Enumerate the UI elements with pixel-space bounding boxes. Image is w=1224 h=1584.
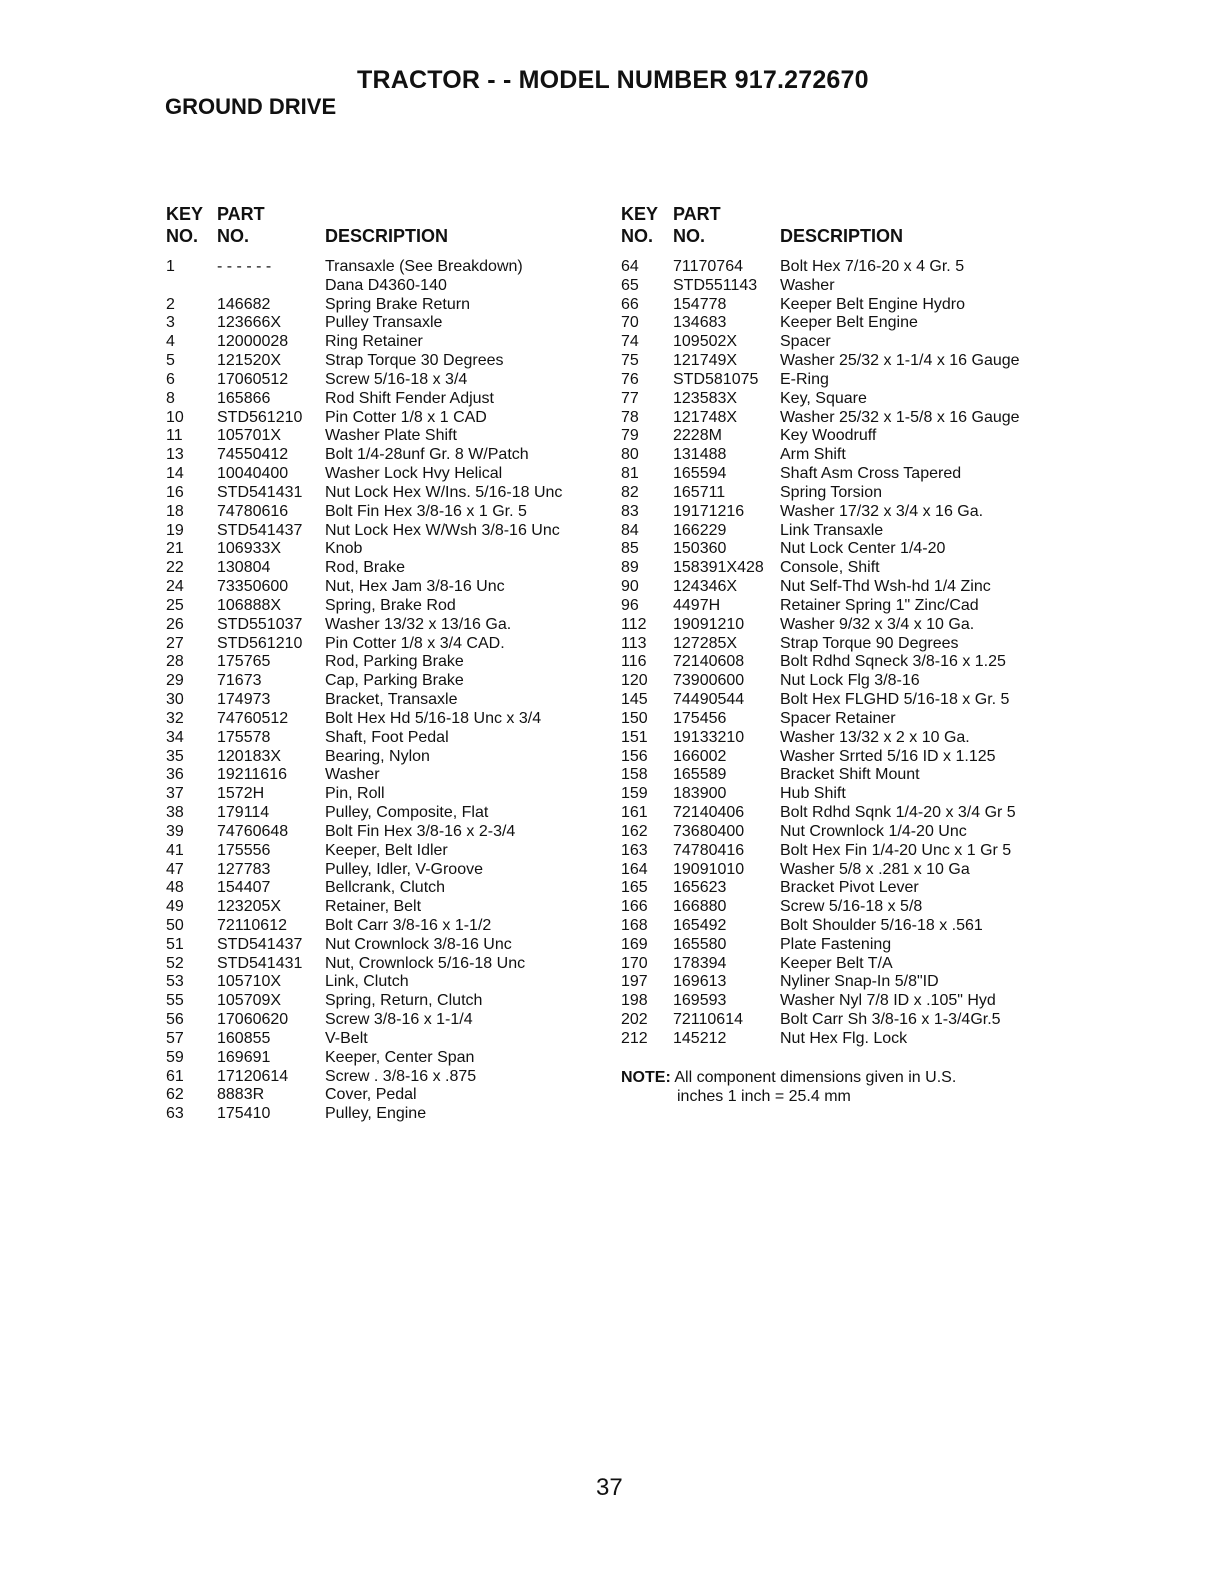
key-no: 36 <box>166 766 184 784</box>
header-key-bottom: NO. <box>166 226 199 246</box>
description: Pin, Roll <box>325 785 385 803</box>
description: Spacer <box>780 333 831 351</box>
part-no: 166002 <box>673 747 727 765</box>
description: Link Transaxle <box>780 521 884 539</box>
key-no: 75 <box>621 352 639 370</box>
description: Keeper Belt Engine Hydro <box>780 295 965 313</box>
description: Washer Srrted 5/16 ID x 1.125 <box>780 747 996 765</box>
part-no: 71673 <box>217 672 262 690</box>
description: Nut Hex Flg. Lock <box>780 1029 908 1047</box>
description: Washer 17/32 x 3/4 x 16 Ga. <box>780 502 984 520</box>
description: Spacer Retainer <box>780 709 896 727</box>
part-no: 165594 <box>673 465 727 483</box>
part-no: 178394 <box>673 954 727 972</box>
part-no: 19091010 <box>673 860 745 878</box>
description: Arm Shift <box>780 446 846 464</box>
key-no: 116 <box>621 653 647 671</box>
part-no: 123205X <box>217 898 282 916</box>
key-no: 25 <box>166 596 184 614</box>
part-no: 123666X <box>217 314 282 332</box>
description: Key Woodruff <box>780 427 877 445</box>
header-key-top: KEY <box>166 204 204 224</box>
part-no: 120183X <box>217 747 282 765</box>
key-no: 151 <box>621 728 648 746</box>
part-no: 146682 <box>217 295 271 313</box>
key-no: 26 <box>166 615 184 633</box>
part-no: 175578 <box>217 728 271 746</box>
part-no: 72140608 <box>673 653 745 671</box>
part-no: 169613 <box>673 973 727 991</box>
part-no: 17060512 <box>217 370 289 388</box>
description: Spring, Brake Rod <box>325 596 456 614</box>
description: Pulley, Composite, Flat <box>325 804 489 822</box>
description: Keeper, Center Span <box>325 1048 475 1066</box>
header-part-bottom: NO. <box>217 226 250 246</box>
key-no: 66 <box>621 295 639 313</box>
description: Pin Cotter 1/8 x 3/4 CAD. <box>325 634 505 652</box>
part-no: 160855 <box>217 1029 271 1047</box>
part-no: STD541431 <box>217 483 303 501</box>
key-no: 6 <box>166 370 175 388</box>
description: Hub Shift <box>780 785 846 803</box>
description: Bearing, Nylon <box>325 747 430 765</box>
part-no: 121748X <box>673 408 738 426</box>
description: Pulley Transaxle <box>325 314 443 332</box>
description: Rod, Parking Brake <box>325 653 464 671</box>
description: Dana D4360-140 <box>325 276 447 294</box>
key-no: 55 <box>166 992 184 1010</box>
key-no: 1 <box>166 258 175 275</box>
description: Bolt Shoulder 5/16-18 x .561 <box>780 916 983 934</box>
part-no: STD551143 <box>673 276 758 294</box>
key-no: 65 <box>621 276 639 294</box>
key-no: 48 <box>166 879 184 897</box>
description: Bracket Pivot Lever <box>780 879 919 897</box>
part-no: 158391X428 <box>673 559 764 577</box>
part-no: 1572H <box>217 785 265 803</box>
description: Pin Cotter 1/8 x 1 CAD <box>325 408 487 426</box>
key-no: 74 <box>621 333 639 351</box>
description: Shaft, Foot Pedal <box>325 728 449 746</box>
part-no: 19171216 <box>673 502 745 520</box>
part-no: 175456 <box>673 709 727 727</box>
note-line-1: All component dimensions given in U.S. <box>674 1069 957 1086</box>
part-no: 166880 <box>673 898 727 916</box>
part-no: 73350600 <box>217 578 289 596</box>
description: Keeper, Belt Idler <box>325 841 448 859</box>
part-no: 71170764 <box>673 258 743 275</box>
key-no: 212 <box>621 1029 648 1047</box>
part-no: STD561210 <box>217 408 303 426</box>
description: Nut Self-Thd Wsh-hd 1/4 Zinc <box>780 578 991 596</box>
description: Bellcrank, Clutch <box>325 879 446 897</box>
description: Screw 5/16-18 x 5/8 <box>780 898 923 916</box>
description: Bolt Rdhd Sqnk 1/4-20 x 3/4 Gr 5 <box>780 804 1016 822</box>
key-no: 51 <box>166 935 184 953</box>
description: Knob <box>325 540 363 558</box>
key-no: 38 <box>166 804 184 822</box>
key-no: 70 <box>621 314 639 332</box>
key-no: 90 <box>621 578 639 596</box>
part-no: 154778 <box>673 295 727 313</box>
description: Rod Shift Fender Adjust <box>325 389 494 407</box>
part-no: 106888X <box>217 596 282 614</box>
key-no: 8 <box>166 389 175 407</box>
key-no: 84 <box>621 521 639 539</box>
part-no: 19133210 <box>673 728 745 746</box>
part-no: STD541431 <box>217 954 303 972</box>
key-no: 24 <box>166 578 184 596</box>
part-no: STD541437 <box>217 935 303 953</box>
header-description: DESCRIPTION <box>780 226 904 246</box>
part-no: 165711 <box>673 483 726 501</box>
key-no: 14 <box>166 465 184 483</box>
part-no: 166229 <box>673 521 727 539</box>
description: Washer 9/32 x 3/4 x 10 Ga. <box>780 615 975 633</box>
key-no: 34 <box>166 728 184 746</box>
key-no: 11 <box>166 427 183 445</box>
part-no: STD581075 <box>673 370 759 388</box>
description: Nyliner Snap-In 5/8"ID <box>780 973 939 991</box>
part-no: 165589 <box>673 766 727 784</box>
page-title: TRACTOR - - MODEL NUMBER 917.272670 <box>357 66 869 94</box>
key-no: 49 <box>166 898 184 916</box>
part-no: 19091210 <box>673 615 745 633</box>
description: Bolt Hex Fin 1/4-20 Unc x 1 Gr 5 <box>780 841 1012 859</box>
key-no: 37 <box>166 785 184 803</box>
key-no: 16 <box>166 483 184 501</box>
key-no: 22 <box>166 559 184 577</box>
description: Washer Nyl 7/8 ID x .105" Hyd <box>780 992 996 1010</box>
header-part-top: PART <box>217 204 265 224</box>
key-no: 39 <box>166 822 184 840</box>
key-no: 27 <box>166 634 184 652</box>
description: Pulley, Engine <box>325 1105 427 1123</box>
description: Shaft Asm Cross Tapered <box>780 465 962 483</box>
description: Strap Torque 30 Degrees <box>325 352 504 370</box>
note-label: NOTE: <box>621 1069 671 1086</box>
key-no: 82 <box>621 483 639 501</box>
key-no: 52 <box>166 954 184 972</box>
part-no: 74550412 <box>217 446 289 464</box>
part-no: 175556 <box>217 841 271 859</box>
key-no: 145 <box>621 691 648 709</box>
description: Bracket, Transaxle <box>325 691 458 709</box>
part-no: 105709X <box>217 992 282 1010</box>
page-number: 37 <box>596 1474 623 1501</box>
key-no: 57 <box>166 1029 184 1047</box>
description: Nut Crownlock 1/4-20 Unc <box>780 822 967 840</box>
part-no: 74760648 <box>217 822 289 840</box>
description: Retainer Spring 1" Zinc/Cad <box>780 596 979 614</box>
description: Nut Lock Hex W/Ins. 5/16-18 Unc <box>325 483 563 501</box>
description: Pulley, Idler, V-Groove <box>325 860 483 878</box>
description: V-Belt <box>325 1029 368 1047</box>
part-no: 105701X <box>217 427 282 445</box>
header-part-top: PART <box>673 204 721 224</box>
description: Bolt Carr 3/8-16 x 1-1/2 <box>325 916 492 934</box>
description: Bolt 1/4-28unf Gr. 8 W/Patch <box>325 446 529 464</box>
header-part-bottom: NO. <box>673 226 706 246</box>
part-no: 165492 <box>673 916 727 934</box>
description: Washer Lock Hvy Helical <box>325 465 503 483</box>
part-no: 175410 <box>217 1105 271 1123</box>
description: Washer <box>325 766 380 784</box>
part-no: 165866 <box>217 389 271 407</box>
description: Nut Lock Flg 3/8-16 <box>780 672 920 690</box>
key-no: 159 <box>621 785 648 803</box>
key-no: 19 <box>166 521 184 539</box>
description: Bolt Hex FLGHD 5/16-18 x Gr. 5 <box>780 691 1010 709</box>
description: Key, Square <box>780 389 867 407</box>
part-no: 134683 <box>673 314 727 332</box>
key-no: 81 <box>621 465 639 483</box>
key-no: 112 <box>621 615 647 633</box>
description: Bolt Hex 7/16-20 x 4 Gr. 5 <box>780 258 965 275</box>
description: Spring, Return, Clutch <box>325 992 483 1010</box>
description: Nut Crownlock 3/8-16 Unc <box>325 935 512 953</box>
key-no: 28 <box>166 653 184 671</box>
description: Washer 25/32 x 1-1/4 x 16 Gauge <box>780 352 1020 370</box>
section-title: GROUND DRIVE <box>165 94 337 119</box>
key-no: 163 <box>621 841 648 859</box>
key-no: 21 <box>166 540 184 558</box>
part-no: 72110614 <box>673 1011 743 1029</box>
description: Washer Plate Shift <box>325 427 457 445</box>
part-no: 169691 <box>217 1048 271 1066</box>
part-no: 183900 <box>673 785 727 803</box>
description: Ring Retainer <box>325 333 423 351</box>
part-no: 17120614 <box>217 1067 289 1085</box>
description: Cover, Pedal <box>325 1086 417 1104</box>
description: Bolt Fin Hex 3/8-16 x 2-3/4 <box>325 822 516 840</box>
key-no: 198 <box>621 992 648 1010</box>
key-no: 166 <box>621 898 648 916</box>
part-no: 150360 <box>673 540 727 558</box>
description: Console, Shift <box>780 559 880 577</box>
key-no: 89 <box>621 559 639 577</box>
part-no: 74780616 <box>217 502 289 520</box>
part-no: 169593 <box>673 992 727 1010</box>
key-no: 32 <box>166 709 184 727</box>
description: Screw 5/16-18 x 3/4 <box>325 370 468 388</box>
part-no: 145212 <box>673 1029 727 1047</box>
header-key-bottom: NO. <box>621 226 654 246</box>
key-no: 76 <box>621 370 639 388</box>
description: Transaxle (See Breakdown) <box>325 258 523 275</box>
key-no: 197 <box>621 973 648 991</box>
key-no: 13 <box>166 446 184 464</box>
part-no: STD541437 <box>217 521 303 539</box>
key-no: 4 <box>166 333 175 351</box>
part-no: 8883R <box>217 1086 265 1104</box>
part-no: 73680400 <box>673 822 745 840</box>
key-no: 53 <box>166 973 184 991</box>
header-key-top: KEY <box>621 204 659 224</box>
key-no: 35 <box>166 747 184 765</box>
part-no: - - - - - - <box>217 258 272 275</box>
key-no: 96 <box>621 596 639 614</box>
description: Bolt Rdhd Sqneck 3/8-16 x 1.25 <box>780 653 1006 671</box>
description: Nut, Crownlock 5/16-18 Unc <box>325 954 526 972</box>
part-no: 174973 <box>217 691 271 709</box>
key-no: 56 <box>166 1011 184 1029</box>
key-no: 113 <box>621 634 647 652</box>
description: Rod, Brake <box>325 559 406 577</box>
key-no: 83 <box>621 502 639 520</box>
key-no: 77 <box>621 389 639 407</box>
part-no: 106933X <box>217 540 282 558</box>
key-no: 63 <box>166 1105 184 1123</box>
description: Strap Torque 90 Degrees <box>780 634 959 652</box>
description: Washer 25/32 x 1-5/8 x 16 Gauge <box>780 408 1020 426</box>
description: Keeper Belt Engine <box>780 314 918 332</box>
description: Nut Lock Center 1/4-20 <box>780 540 946 558</box>
key-no: 161 <box>621 804 648 822</box>
key-no: 202 <box>621 1011 648 1029</box>
part-no: 74490544 <box>673 691 745 709</box>
part-no: 2228M <box>673 427 722 445</box>
part-no: 127783 <box>217 860 271 878</box>
part-no: 123583X <box>673 389 738 407</box>
key-no: 85 <box>621 540 639 558</box>
description: Link, Clutch <box>325 973 409 991</box>
key-no: 61 <box>166 1067 184 1085</box>
key-no: 59 <box>166 1048 184 1066</box>
part-no: 12000028 <box>217 333 289 351</box>
part-no: 4497H <box>673 596 721 614</box>
key-no: 78 <box>621 408 639 426</box>
part-no: 131488 <box>673 446 727 464</box>
key-no: 5 <box>166 352 175 370</box>
key-no: 156 <box>621 747 648 765</box>
description: Washer 5/8 x .281 x 10 Ga <box>780 860 970 878</box>
part-no: 73900600 <box>673 672 745 690</box>
description: Washer <box>780 276 835 294</box>
part-no: 10040400 <box>217 465 289 483</box>
key-no: 3 <box>166 314 175 332</box>
key-no: 120 <box>621 672 648 690</box>
key-no: 18 <box>166 502 184 520</box>
description: Washer 13/32 x 2 x 10 Ga. <box>780 728 970 746</box>
part-no: 124346X <box>673 578 738 596</box>
part-no: 105710X <box>217 973 282 991</box>
description: Nut, Hex Jam 3/8-16 Unc <box>325 578 505 596</box>
part-no: 154407 <box>217 879 271 897</box>
dimension-note <box>621 1068 1041 1106</box>
key-no: 29 <box>166 672 184 690</box>
description: Washer 13/32 x 13/16 Ga. <box>325 615 512 633</box>
description: Spring Brake Return <box>325 295 470 313</box>
note-line-2: inches 1 inch = 25.4 mm <box>677 1088 851 1105</box>
key-no: 2 <box>166 295 175 313</box>
part-no: 19211616 <box>217 766 287 784</box>
key-no: 10 <box>166 408 184 426</box>
key-no: 47 <box>166 860 184 878</box>
key-no: 80 <box>621 446 639 464</box>
part-no: 165623 <box>673 879 727 897</box>
key-no: 165 <box>621 879 648 897</box>
description: Retainer, Belt <box>325 898 422 916</box>
description: Bracket Shift Mount <box>780 766 920 784</box>
key-no: 150 <box>621 709 648 727</box>
part-no: 127285X <box>673 634 738 652</box>
part-no: 72140406 <box>673 804 745 822</box>
description: Screw 3/8-16 x 1-1/4 <box>325 1011 473 1029</box>
key-no: 170 <box>621 954 648 972</box>
part-no: 109502X <box>673 333 738 351</box>
key-no: 158 <box>621 766 648 784</box>
description: Nut Lock Hex W/Wsh 3/8-16 Unc <box>325 521 560 539</box>
key-no: 162 <box>621 822 648 840</box>
description: Bolt Hex Hd 5/16-18 Unc x 3/4 <box>325 709 542 727</box>
key-no: 62 <box>166 1086 184 1104</box>
key-no: 169 <box>621 935 648 953</box>
part-no: 74760512 <box>217 709 289 727</box>
key-no: 164 <box>621 860 648 878</box>
description: Bolt Fin Hex 3/8-16 x 1 Gr. 5 <box>325 502 527 520</box>
part-no: 165580 <box>673 935 727 953</box>
part-no: 130804 <box>217 559 271 577</box>
key-no: 50 <box>166 916 184 934</box>
part-no: STD561210 <box>217 634 303 652</box>
description: E-Ring <box>780 370 829 388</box>
part-no: 17060620 <box>217 1011 289 1029</box>
description: Plate Fastening <box>780 935 892 953</box>
key-no: 30 <box>166 691 184 709</box>
part-no: 179114 <box>217 804 270 822</box>
description: Cap, Parking Brake <box>325 672 464 690</box>
header-description: DESCRIPTION <box>325 226 449 246</box>
description: Spring Torsion <box>780 483 882 501</box>
key-no: 168 <box>621 916 648 934</box>
key-no: 79 <box>621 427 639 445</box>
part-no: 175765 <box>217 653 271 671</box>
description: Bolt Carr Sh 3/8-16 x 1-3/4Gr.5 <box>780 1011 1001 1029</box>
part-no: STD551037 <box>217 615 303 633</box>
part-no: 72110612 <box>217 916 287 934</box>
key-no: 41 <box>166 841 184 859</box>
part-no: 74780416 <box>673 841 745 859</box>
part-no: 121520X <box>217 352 282 370</box>
part-no: 121749X <box>673 352 738 370</box>
description: Screw . 3/8-16 x .875 <box>325 1067 477 1085</box>
key-no: 64 <box>621 258 639 275</box>
description: Keeper Belt T/A <box>780 954 893 972</box>
